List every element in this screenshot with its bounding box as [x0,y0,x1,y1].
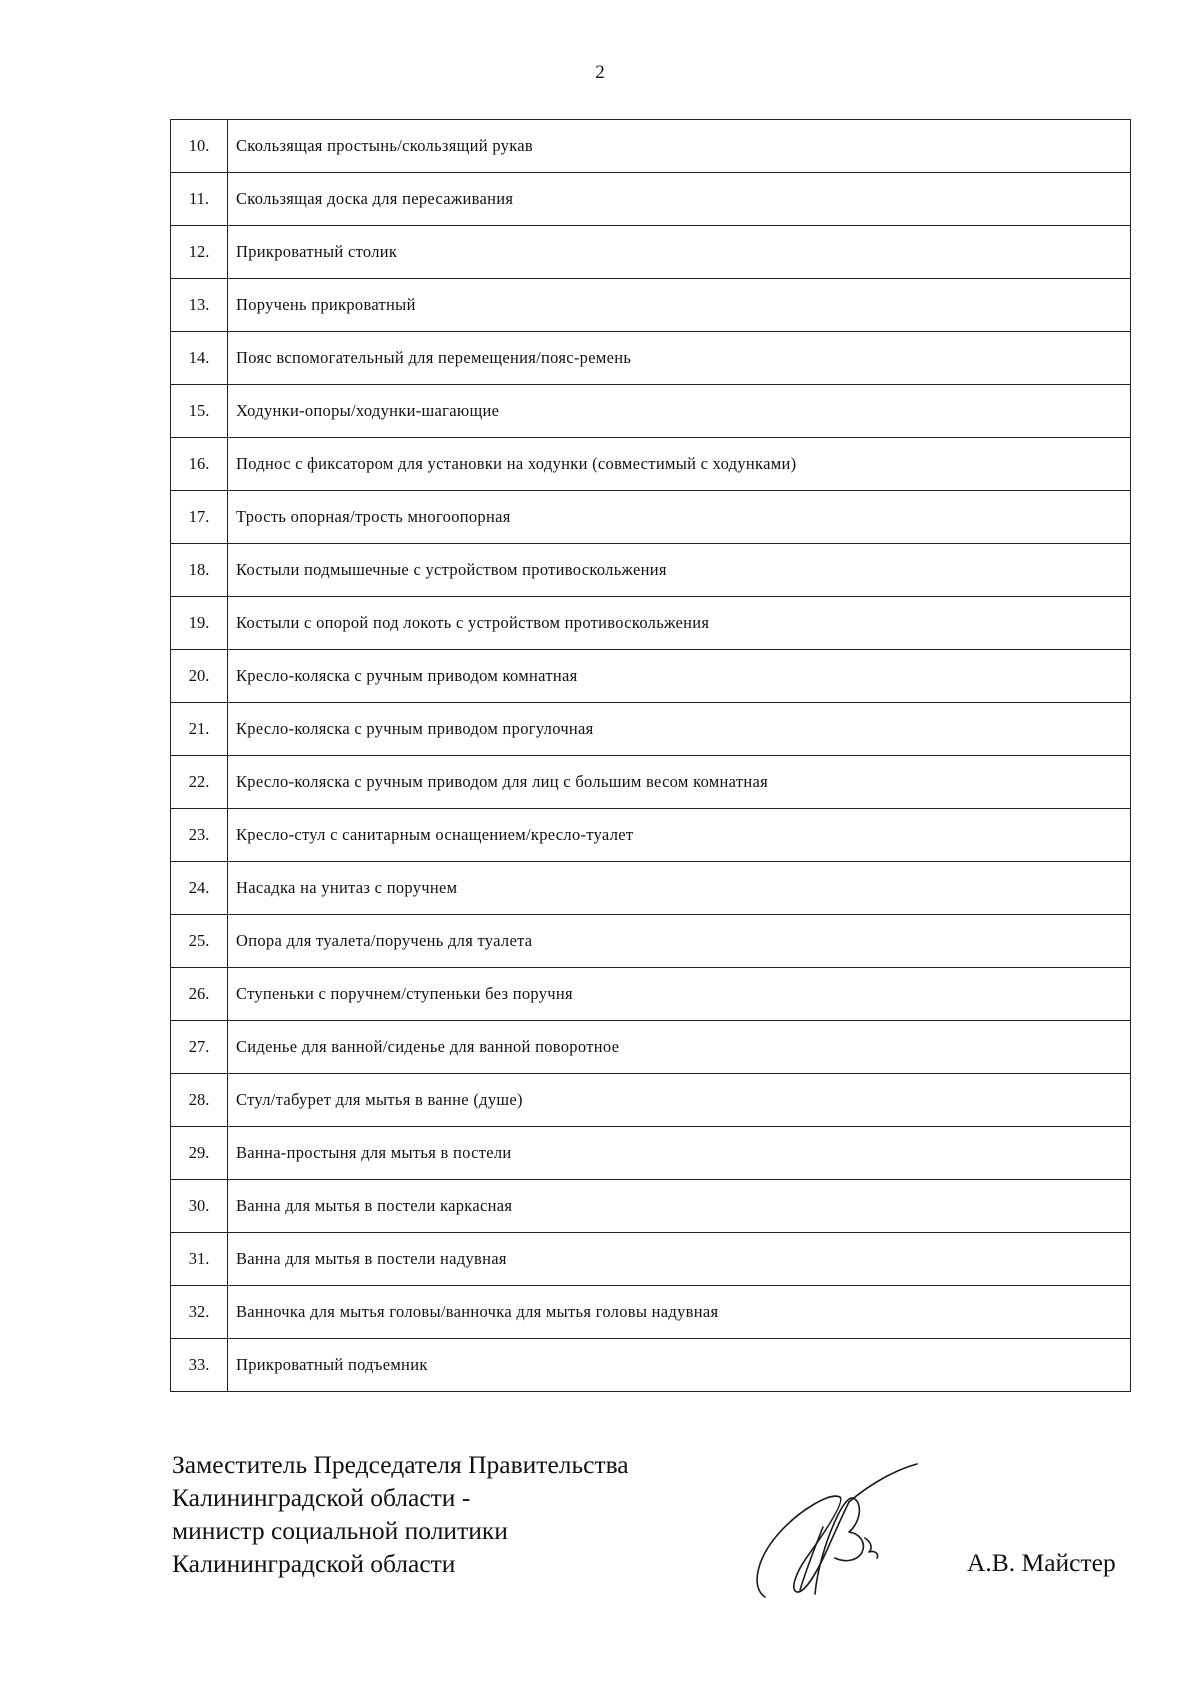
table-row [171,438,1131,491]
row-number: 17. [171,491,228,544]
row-number: 33. [171,1339,228,1392]
table-row [171,809,1131,862]
row-number: 26. [171,968,228,1021]
row-number: 32. [171,1286,228,1339]
row-number: 19. [171,597,228,650]
position-line-3: министр социальной политики [172,1516,508,1545]
table-row [171,1233,1131,1286]
item-name: Ванна для мытья в постели каркасная [228,1180,1131,1233]
position-line-4: Калининградской области [172,1549,456,1578]
row-number: 13. [171,279,228,332]
item-name: Кресло-стул с санитарным оснащением/кресло-туалет [228,809,1131,862]
row-number: 20. [171,650,228,703]
item-name: Ванночка для мытья головы/ванночка для мытья головы надувная [228,1286,1131,1339]
row-number: 25. [171,915,228,968]
row-number: 27. [171,1021,228,1074]
row-number: 14. [171,332,228,385]
item-name: Кресло-коляска с ручным приводом прогулочная [228,703,1131,756]
item-name: Сиденье для ванной/сиденье для ванной поворотное [228,1021,1131,1074]
row-number: 15. [171,385,228,438]
item-name: Ходунки-опоры/ходунки-шагающие [228,385,1131,438]
table-row [171,120,1131,173]
row-number: 31. [171,1233,228,1286]
table-row [171,1074,1131,1127]
item-name: Насадка на унитаз с поручнем [228,862,1131,915]
table-row [171,226,1131,279]
table-row [171,968,1131,1021]
handwritten-signature-icon [745,1462,925,1602]
table-row [171,703,1131,756]
item-name: Ступеньки с поручнем/ступеньки без поручня [228,968,1131,1021]
row-number: 28. [171,1074,228,1127]
table-row [171,1021,1131,1074]
table-row [171,650,1131,703]
item-name: Прикроватный столик [228,226,1131,279]
row-number: 21. [171,703,228,756]
table-row [171,1286,1131,1339]
row-number: 18. [171,544,228,597]
table-row [171,491,1131,544]
item-name: Ванна-простыня для мытья в постели [228,1127,1131,1180]
page-number: 2 [595,62,605,83]
row-number: 29. [171,1127,228,1180]
item-name: Кресло-коляска с ручным приводом для лиц с большим весом комнатная [228,756,1131,809]
table-row [171,1127,1131,1180]
item-name: Костыли подмышечные с устройством противоскольжения [228,544,1131,597]
table-row [171,279,1131,332]
table-row [171,385,1131,438]
signatory-position [172,1448,629,1580]
item-name: Прикроватный подъемник [228,1339,1131,1392]
row-number: 11. [171,173,228,226]
item-name: Стул/табурет для мытья в ванне (душе) [228,1074,1131,1127]
row-number: 24. [171,862,228,915]
item-name: Ванна для мытья в постели надувная [228,1233,1131,1286]
row-number: 12. [171,226,228,279]
row-number: 22. [171,756,228,809]
row-number: 23. [171,809,228,862]
signatory-name: А.В. Майстер [967,1548,1116,1577]
row-number: 16. [171,438,228,491]
item-name: Скользящая простынь/скользящий рукав [228,120,1131,173]
table-row [171,862,1131,915]
table-row [171,544,1131,597]
row-number: 10. [171,120,228,173]
item-name: Трость опорная/трость многоопорная [228,491,1131,544]
item-name: Кресло-коляска с ручным приводом комнатная [228,650,1131,703]
row-number: 30. [171,1180,228,1233]
table-row [171,915,1131,968]
item-name: Поднос с фиксатором для установки на ходунки (совместимый с ходунками) [228,438,1131,491]
item-name: Пояс вспомогательный для перемещения/пояс-ремень [228,332,1131,385]
table-body [171,120,1131,1392]
items-table [170,119,1131,1392]
table-row [171,173,1131,226]
item-name: Опора для туалета/поручень для туалета [228,915,1131,968]
table-row [171,332,1131,385]
item-name: Поручень прикроватный [228,279,1131,332]
table-row [171,756,1131,809]
table-row [171,597,1131,650]
position-line-1: Заместитель Председателя Правительства [172,1450,629,1479]
table-row [171,1339,1131,1392]
item-name: Костыли с опорой под локоть с устройством противоскольжения [228,597,1131,650]
item-name: Скользящая доска для пересаживания [228,173,1131,226]
position-line-2: Калининградской области - [172,1483,471,1512]
table-row [171,1180,1131,1233]
